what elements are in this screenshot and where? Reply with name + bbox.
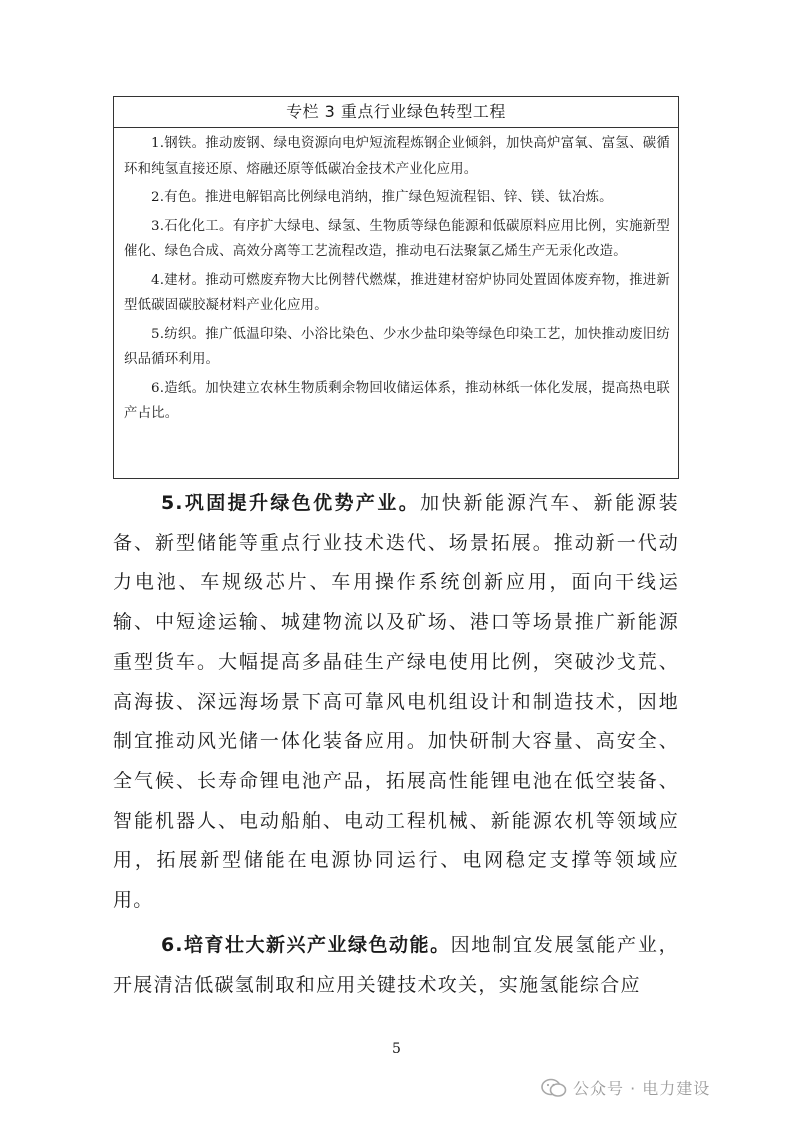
box-item-paper: 6.造纸。加快建立农林生物质剩余物回收储运体系，推动林纸一体化发展，提高热电联产占比。 xyxy=(124,380,670,421)
wechat-icon xyxy=(541,1078,567,1098)
box-item-steel: 1.钢铁。推动废钢、绿电资源向电炉短流程炼钢企业倾斜，加快高炉富氧、富氢、碳循环和纯氢直接还原、熔融还原等低碳冶金技术产业化应用。 xyxy=(124,136,670,177)
section-5 xyxy=(113,484,679,921)
section-6 xyxy=(113,926,679,1005)
box-item-textile: 5.纺织。推广低温印染、小浴比染色、少水少盐印染等绿色印染工艺，加快推动废旧纺织品循环利用。 xyxy=(124,326,670,367)
box-title: 专栏 3 重点行业绿色转型工程 xyxy=(114,97,678,128)
feature-box xyxy=(113,96,679,479)
section-6-paragraph xyxy=(113,926,679,1005)
section-5-paragraph xyxy=(113,484,679,921)
section-6-heading: 6.培育壮大新兴产业绿色动能。 xyxy=(161,934,451,956)
box-item-building-materials: 4.建材。推动可燃废弃物大比例替代燃煤，推进建材窑炉协同处置固体废弃物，推进新型低碳固碳胶凝材料产业化应用。 xyxy=(124,272,670,313)
box-item-nonferrous: 2.有色。推进电解铝高比例绿电消纳，推广绿色短流程铝、锌、镁、钛冶炼。 xyxy=(151,190,613,205)
section-5-text: 加快新能源汽车、新能源装备、新型储能等重点行业技术迭代、场景拓展。推动新一代动力电池、车规级芯片、车用操作系统创新应用，面向干线运输、中短途运输、城建物流以及矿场、港口等场景推广新能源重型货车。大幅提高多晶硅生产绿电使用比例，突破沙戈荒、高海拔、深远海场景下高可靠风电机组设计和制造技术，因地制宜推动风光储一体化装备应用。加快研制大容量、高安全、全气候、长寿命锂电池产品，拓展高性能锂电池在低空装备、智能机器人、电动船舶、电动工程机械、新能源农机等领域应用，拓展新型储能在电源协同运行、电网稳定支撑等领域应用。 xyxy=(113,492,679,912)
box-body xyxy=(114,128,678,427)
box-item-petrochemical: 3.石化化工。有序扩大绿电、绿氢、生物质等绿色能源和低碳原料应用比例，实施新型催化、绿色合成、高效分离等工艺流程改造，推动电石法聚氯乙烯生产无汞化改造。 xyxy=(124,218,670,259)
watermark-text: 公众号 · 电力建设 xyxy=(573,1079,711,1098)
page-number: 5 xyxy=(392,1041,401,1057)
watermark xyxy=(541,1076,710,1099)
section-5-heading: 5.巩固提升绿色优势产业。 xyxy=(161,492,421,514)
section-6-text: 因地制宜发展氢能产业，开展清洁低碳氢制取和应用关键技术攻关，实施氢能综合应 xyxy=(113,934,679,996)
